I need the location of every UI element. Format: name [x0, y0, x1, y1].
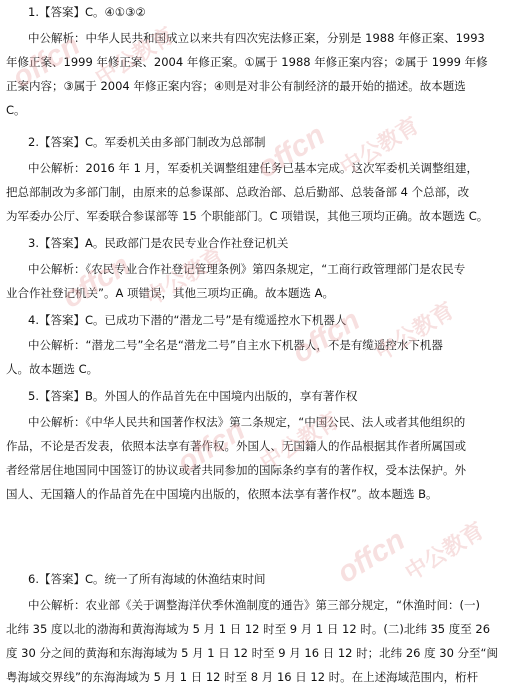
answer-6-analysis-line: 粤海域交界线”的东海海域为 5 月 1 日 12 时至 8 月 16 日 12 时。在上述海域范围内，桁杆	[6, 670, 479, 684]
answer-4-analysis-line: 中公解析：“潜龙二号”全名是“潜龙二号”自主水下机器人，不是有缆遥控水下机器	[28, 338, 443, 352]
answer-6-analysis-line: 中公解析：农业部《关于调整海洋伏季休渔制度的通告》第三部分规定，“休渔时间：(一)	[28, 598, 480, 612]
answer-4-heading: 4.【答案】C。已成功下潜的“潜龙二号”是有缆遥控水下机器人	[28, 313, 347, 327]
answer-5-analysis-line: 作品，不论是否发表，依照本法享有著作权。外国人、无国籍人的作品根据其作者所属国或	[6, 439, 466, 453]
answer-6-analysis-line: 北纬 35 度以北的渤海和黄海海域为 5 月 1 日 12 时至 9 月 1 日 12 时。(二)北纬 35 度至 26	[6, 622, 491, 636]
answer-5-analysis-line: 者经常居住地国同中国签订的协议或者共同参加的国际条约享有的著作权，受本法保护。外	[6, 463, 466, 477]
answer-2-analysis-line: 为军委办公厅、军委联合参谋部等 15 个职能部门。C 项错误，其他三项均正确。故本题选 C。	[6, 209, 489, 223]
answer-2-analysis-line: 把总部制改为多部门制，由原来的总参谋部、总政治部、总后勤部、总装备部 4 个总部，改	[6, 185, 470, 199]
offcn-watermark-logo: offcn	[56, 248, 136, 315]
answer-3-analysis-line: 业合作社登记机关”。A 项错误，其他三项均正确。故本题选 A。	[6, 286, 334, 300]
offcn-watermark-text: 中公教育	[400, 517, 489, 586]
answer-2-heading: 2.【答案】C。军委机关由多部门制改为总部制	[28, 135, 266, 149]
answer-6-heading: 6.【答案】C。统一了所有海域的休渔结束时间	[28, 572, 266, 586]
offcn-watermark-logo: offcn	[286, 303, 366, 370]
answer-4-analysis-line: 人。故本题选 C。	[6, 362, 99, 376]
offcn-watermark-logo: offcn	[171, 413, 251, 480]
answer-6-analysis-line: 度 30 分之间的黄海和东海海域为 5 月 1 日 12 时至 9 月 16 日 12 时；北纬 26 度 30 分至“闽	[6, 646, 498, 660]
answer-1-analysis-line: 正案内容；③属于 2004 年修正案内容；④则是对非公有制经济的最开始的描述。故本题选	[6, 79, 466, 93]
offcn-watermark-logo: offcn	[251, 118, 331, 185]
answer-3-analysis-line: 中公解析：《农民专业合作社登记管理条例》第四条规定，“工商行政管理部门是农民专	[28, 262, 466, 276]
offcn-watermark-logo: offcn	[331, 523, 411, 590]
offcn-watermark-logo: offcn	[6, 28, 86, 95]
answer-1-heading: 1.【答案】C。④①③②	[28, 5, 146, 19]
offcn-watermark-text: 中公教育	[370, 297, 459, 366]
answer-1-analysis-line: 年修正案、1999 年修正案、2004 年修正案。①属于 1988 年修正案内容；②属于 1999 年修	[6, 55, 488, 69]
offcn-watermark-text: 中公教育	[140, 242, 229, 311]
answer-5-analysis-line: 中公解析：《中华人民共和国著作权法》第二条规定，“中国公民、法人或者其他组织的	[28, 415, 466, 429]
answer-1-analysis-line: C。	[6, 103, 26, 117]
answer-5-heading: 5.【答案】B。外国人的作品首先在中国境内出版的，享有著作权	[28, 389, 358, 403]
offcn-watermark-text: 中公教育	[255, 407, 344, 476]
answer-2-analysis-line: 中公解析：2016 年 1 月，军委机关调整组建任务已基本完成。这次军委机关调整组建，	[28, 161, 479, 175]
answer-5-analysis-line: 国人、无国籍人的作品首先在中国境内出版的，依照本法享有著作权”。故本题选 B。	[6, 487, 438, 501]
answer-3-heading: 3.【答案】A。民政部门是农民专业合作社登记机关	[28, 236, 289, 250]
answer-1-analysis-line: 中公解析：中华人民共和国成立以来共有四次宪法修正案，分别是 1988 年修正案、1993	[28, 31, 485, 45]
offcn-watermark-text: 中公教育	[335, 112, 424, 181]
offcn-watermark-text: 中公教育	[90, 22, 179, 91]
